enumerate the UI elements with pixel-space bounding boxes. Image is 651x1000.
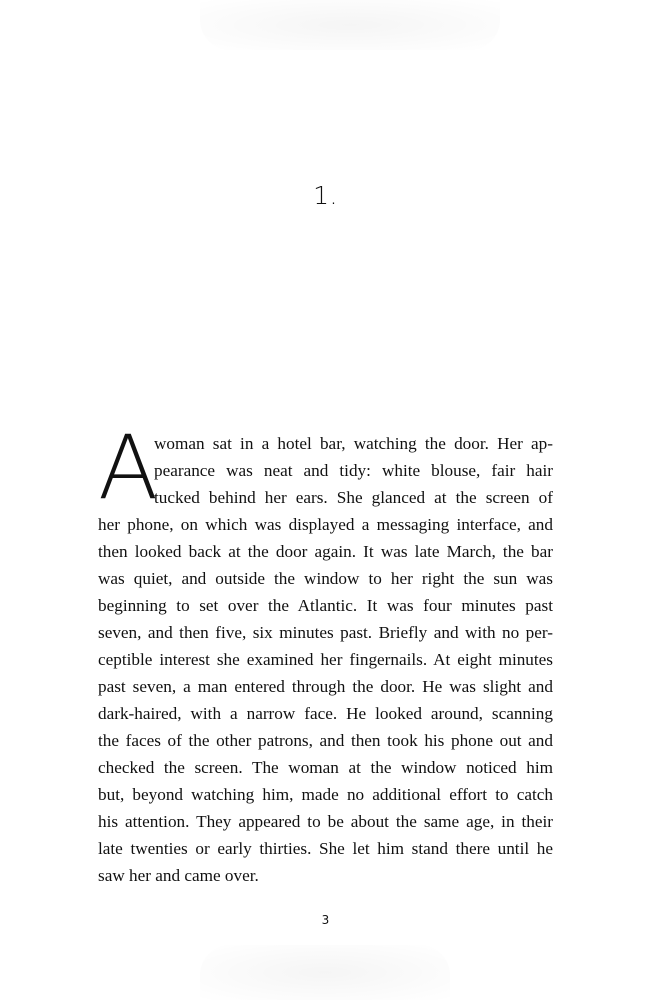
- chapter-number: 1.: [313, 181, 338, 210]
- text-line: was quiet, and outside the window to her right the sun was: [98, 569, 553, 588]
- text-line: but, beyond watching him, made no additional effort to catch: [98, 785, 553, 804]
- text-line: dark-haired, with a narrow face. He looked around, scanning: [98, 704, 553, 723]
- scan-shadow-bottom: [200, 945, 450, 1000]
- text-line: seven, and then five, six minutes past. Briefly and with no per-: [98, 623, 553, 642]
- page-number: 3: [321, 913, 330, 927]
- text-line: pearance was neat and tidy: white blouse, fair hair: [154, 461, 553, 480]
- text-line: past seven, a man entered through the door. He was slight and: [98, 677, 553, 696]
- text-line: his attention. They appeared to be about the same age, in their: [98, 812, 553, 831]
- text-line: then looked back at the door again. It was late March, the bar: [98, 542, 553, 561]
- text-line: saw her and came over.: [98, 866, 259, 885]
- text-line: checked the screen. The woman at the window noticed him: [98, 758, 553, 777]
- text-line: woman sat in a hotel bar, watching the door. Her ap-: [154, 434, 553, 453]
- text-line: beginning to set over the Atlantic. It was four minutes past: [98, 596, 553, 615]
- text-line: late twenties or early thirties. She let him stand there until he: [98, 839, 553, 858]
- drop-cap: A: [98, 416, 159, 519]
- body-paragraph: [98, 416, 553, 889]
- text-line: the faces of the other patrons, and then took his phone out and: [98, 731, 553, 750]
- text-line: tucked behind her ears. She glanced at the screen of: [154, 488, 553, 507]
- scan-shadow-top: [200, 0, 500, 50]
- text-line: ceptible interest she examined her fingernails. At eight minutes: [98, 650, 553, 669]
- text-line: her phone, on which was displayed a messaging interface, and: [98, 515, 553, 534]
